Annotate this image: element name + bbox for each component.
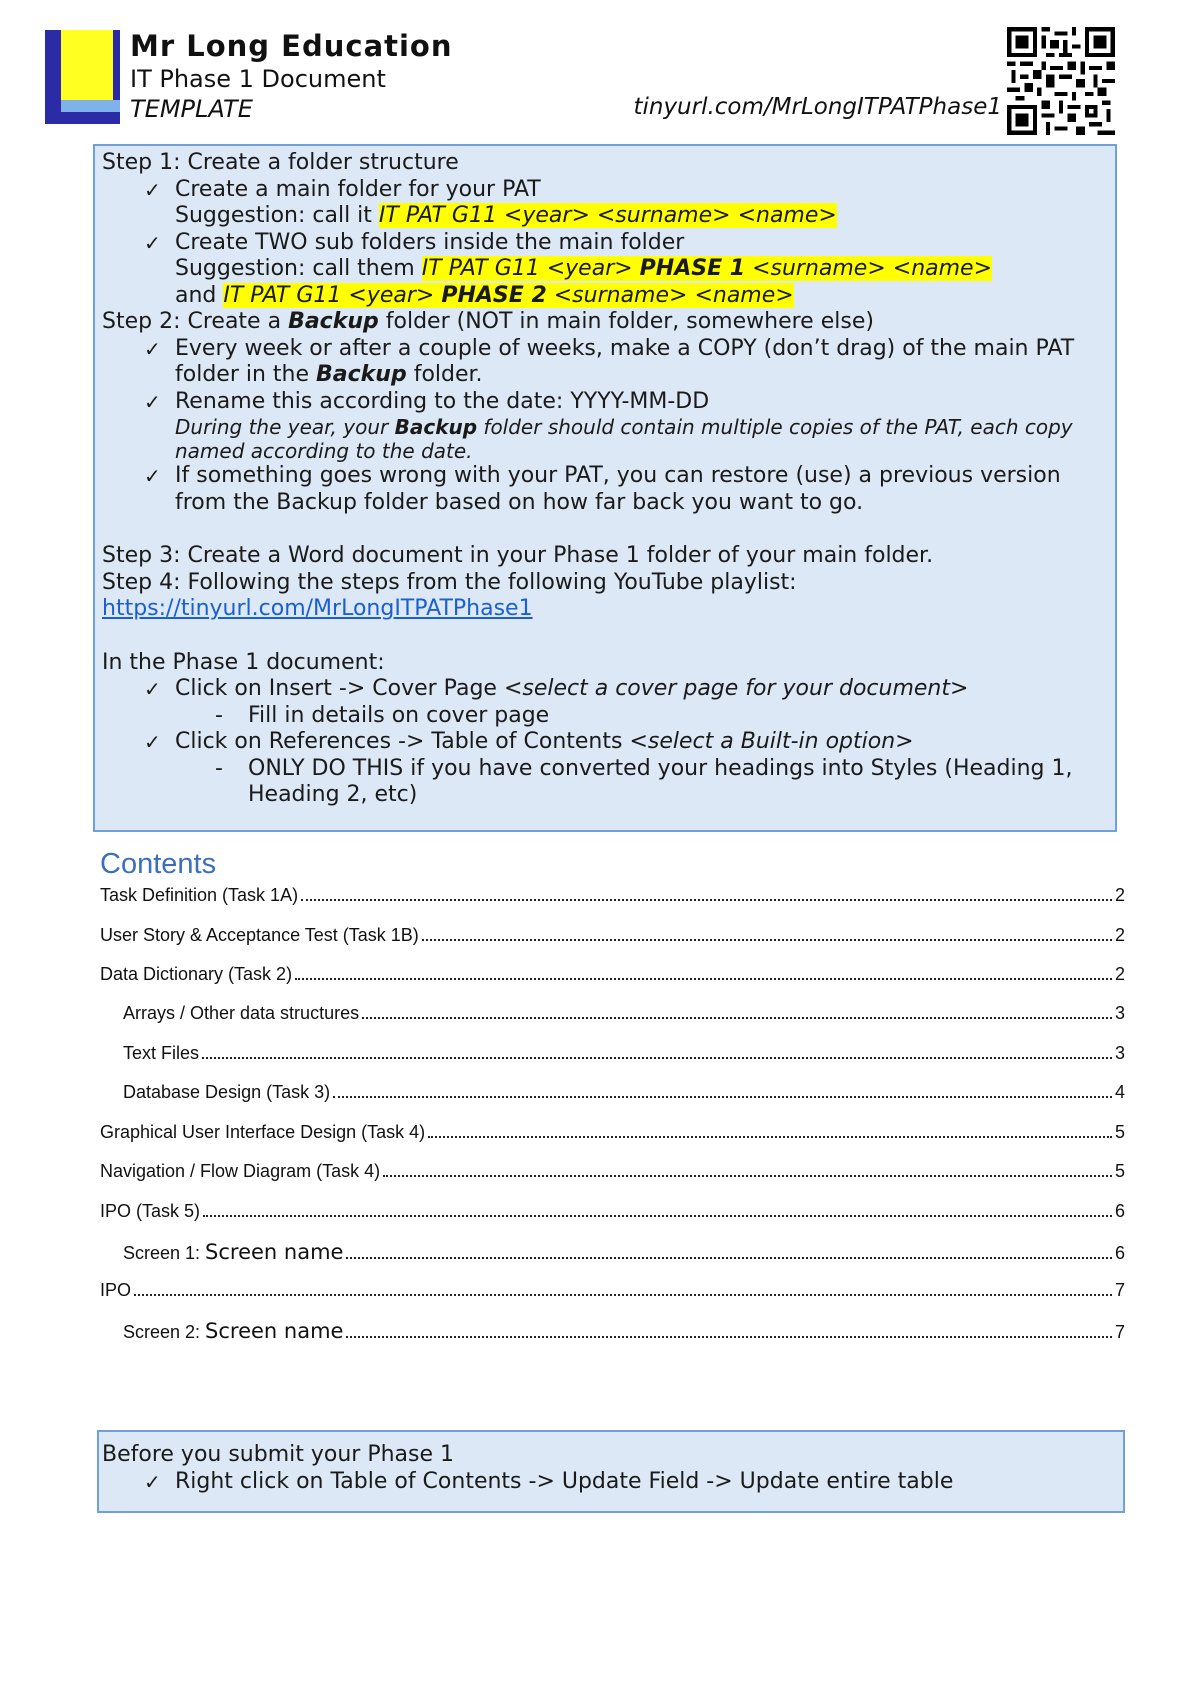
phase1-item2 (102, 729, 1109, 756)
submit-reminder-box (97, 1430, 1125, 1513)
phase1-item2-sub-line2: Heading 2, etc) (248, 782, 418, 807)
toc-leader-dots (383, 1175, 1112, 1177)
phase2-name-part: <surname> <name> (546, 282, 794, 308)
phase1-item2-sub-line1: - ONLY DO THIS if you have converted your headings into Styles (Heading 1, (102, 756, 1109, 783)
toc-entry-page: 5 (1114, 1161, 1125, 1181)
toc-leader-dots (428, 1136, 1112, 1138)
toc-entry-page: 6 (1114, 1243, 1125, 1263)
phase1-item1 (102, 676, 1109, 703)
toc-entry-title (123, 1240, 343, 1264)
toc-entry[interactable] (100, 1122, 1125, 1152)
toc-entry-page: 7 (1114, 1322, 1125, 1342)
toc-entry-page: 2 (1114, 885, 1125, 905)
phase1-item1-italic: <select a cover page for your document> (503, 676, 969, 701)
step3-text: Step 3: Create a Word document in your Phase 1 folder of your main folder. (102, 543, 934, 568)
toc-entry-title-extra: Screen name (205, 1240, 344, 1264)
phase1-name-part: IT PAT G11 <year> (421, 256, 640, 281)
toc-entry-title: Database Design (Task 3) (123, 1082, 331, 1102)
logo (45, 30, 120, 124)
step2-title (102, 309, 1109, 336)
step1-item1-suggestion (102, 203, 1109, 230)
toc-heading: Contents (100, 848, 217, 880)
step2-item1-part: folder. (406, 362, 483, 387)
organization-name: Mr Long Education (130, 29, 453, 63)
toc-entry[interactable] (100, 1280, 1125, 1310)
step2-item2-note (102, 415, 1109, 439)
instructions-box (93, 144, 1117, 832)
toc-entry[interactable] (100, 885, 1125, 915)
toc-leader-dots (202, 1057, 1112, 1059)
toc-entry-title-prefix: Screen 2: (123, 1322, 206, 1342)
phase1-item2-italic: <select a Built-in option> (629, 729, 914, 754)
step2-note-part: folder should contain multiple copies of the PAT, each copy (477, 415, 1073, 439)
toc-leader-dots (333, 1096, 1112, 1098)
step2-item2-note-line2: named according to the date. (175, 439, 473, 463)
toc-entry[interactable] (123, 1003, 1125, 1033)
step2-note-part: During the year, your (175, 415, 395, 439)
toc-entry-page: 3 (1114, 1043, 1125, 1063)
toc-entry-title (123, 1319, 343, 1343)
toc-entry-title: Graphical User Interface Design (Task 4) (100, 1122, 426, 1142)
step2-item3-line2: from the Backup folder based on how far back you want to go. (175, 489, 864, 515)
step2-item2: ✓ Rename this according to the date: YYYY-MM-DD (102, 389, 1109, 416)
toc-entry[interactable] (123, 1082, 1125, 1112)
step1-item2: ✓ Create TWO sub folders inside the main folder (102, 230, 1109, 257)
step1-item1: ✓ Create a main folder for your PAT (102, 177, 1109, 204)
qr-code-icon (1007, 27, 1115, 135)
toc-entry-title: Data Dictionary (Task 2) (100, 964, 293, 984)
toc-leader-dots (422, 939, 1112, 941)
suggested-phase2-folder-name (223, 283, 793, 308)
logo-yellow-block (61, 30, 113, 100)
toc-entry-title-extra: Screen name (205, 1319, 344, 1343)
toc-entry-page: 7 (1114, 1280, 1125, 1300)
toc-entry[interactable] (123, 1319, 1125, 1349)
toc-entry-page: 2 (1114, 925, 1125, 945)
step4-text: Step 4: Following the steps from the following YouTube playlist: (102, 569, 797, 595)
toc-leader-dots (301, 899, 1112, 901)
toc-entry-title: IPO (Task 5) (100, 1201, 201, 1221)
step2-item1-bold: Backup (316, 362, 407, 387)
toc-entry-title-prefix: Screen 1: (123, 1243, 206, 1263)
phase1-doc-title: In the Phase 1 document: (102, 649, 385, 675)
toc-entry-title: Arrays / Other data structures (123, 1003, 360, 1023)
toc-leader-dots (134, 1294, 1112, 1296)
step2-note-bold: Backup (394, 415, 478, 439)
phase2-name-part: IT PAT G11 <year> (223, 282, 442, 308)
suggested-phase1-folder-name (422, 256, 992, 281)
phase1-name-bold: PHASE 1 (639, 256, 746, 281)
toc-leader-dots (203, 1215, 1112, 1217)
phase1-item1-sub: - Fill in details on cover page (102, 703, 1109, 730)
submit-item: ✓ Right click on Table of Contents -> Update Field -> Update entire table (102, 1469, 1117, 1496)
step2-title-part: Step 2: Create a (102, 309, 289, 334)
toc-entry-page: 3 (1114, 1003, 1125, 1023)
step2-title-part: folder (NOT in main folder, somewhere else) (378, 309, 874, 334)
phase1-item1-part: Click on Insert -> Cover Page (175, 676, 504, 701)
phase1-name-part: <surname> <name> (745, 256, 993, 281)
toc-entry-page: 6 (1114, 1201, 1125, 1221)
document-name: IT Phase 1 Document (130, 65, 386, 93)
phase2-name-bold: PHASE 2 (441, 282, 547, 308)
logo-lightblue-stripe (61, 100, 120, 112)
suggestion-prefix: Suggestion: call them (175, 256, 422, 281)
toc-entry[interactable] (100, 925, 1125, 955)
toc-leader-dots (346, 1257, 1112, 1259)
toc-entry[interactable] (100, 1201, 1125, 1231)
submit-title: Before you submit your Phase 1 (102, 1442, 455, 1467)
step1-item2-and (102, 283, 1109, 310)
toc-leader-dots (295, 978, 1112, 980)
step2-item1-line2 (102, 362, 1109, 389)
playlist-link[interactable]: https://tinyurl.com/MrLongITPATPhase1 (102, 596, 533, 621)
toc-entry-page: 2 (1114, 964, 1125, 984)
toc-entry-title: IPO (100, 1280, 132, 1300)
toc-entry-title: Task Definition (Task 1A) (100, 885, 299, 905)
suggestion-prefix: Suggestion: call it (175, 203, 379, 228)
header-title-block (130, 28, 453, 124)
toc-entry[interactable] (100, 1161, 1125, 1191)
template-label: TEMPLATE (130, 95, 253, 123)
toc-entry-title: Navigation / Flow Diagram (Task 4) (100, 1161, 381, 1181)
toc-entry-page: 5 (1114, 1122, 1125, 1142)
step1-title: Step 1: Create a folder structure (102, 150, 459, 175)
suggested-folder-name: IT PAT G11 <year> <surname> <name> (378, 203, 837, 228)
toc-entry[interactable] (100, 964, 1125, 994)
step2-item1-line1: ✓ Every week or after a couple of weeks, make a COPY (don’t drag) of the main PAT (102, 336, 1109, 363)
toc-entry-title: User Story & Acceptance Test (Task 1B) (100, 925, 419, 945)
toc-leader-dots (346, 1336, 1112, 1338)
toc-leader-dots (362, 1017, 1112, 1019)
step2-title-bold: Backup (288, 309, 379, 334)
header-url: tinyurl.com/MrLongITPATPhase1 (633, 94, 1002, 120)
toc-entry[interactable] (123, 1240, 1125, 1270)
toc-entry-page: 4 (1114, 1082, 1125, 1102)
step2-item3-line1: ✓ If something goes wrong with your PAT, you can restore (use) a previous version (102, 463, 1109, 490)
step1-item2-suggestion (102, 256, 1109, 283)
phase1-item2-part: Click on References -> Table of Contents (175, 729, 630, 754)
toc-entry[interactable] (123, 1043, 1125, 1073)
toc-entry-title: Text Files (123, 1043, 200, 1063)
step2-item1-part: folder in the (175, 362, 317, 387)
and-label: and (175, 282, 224, 308)
